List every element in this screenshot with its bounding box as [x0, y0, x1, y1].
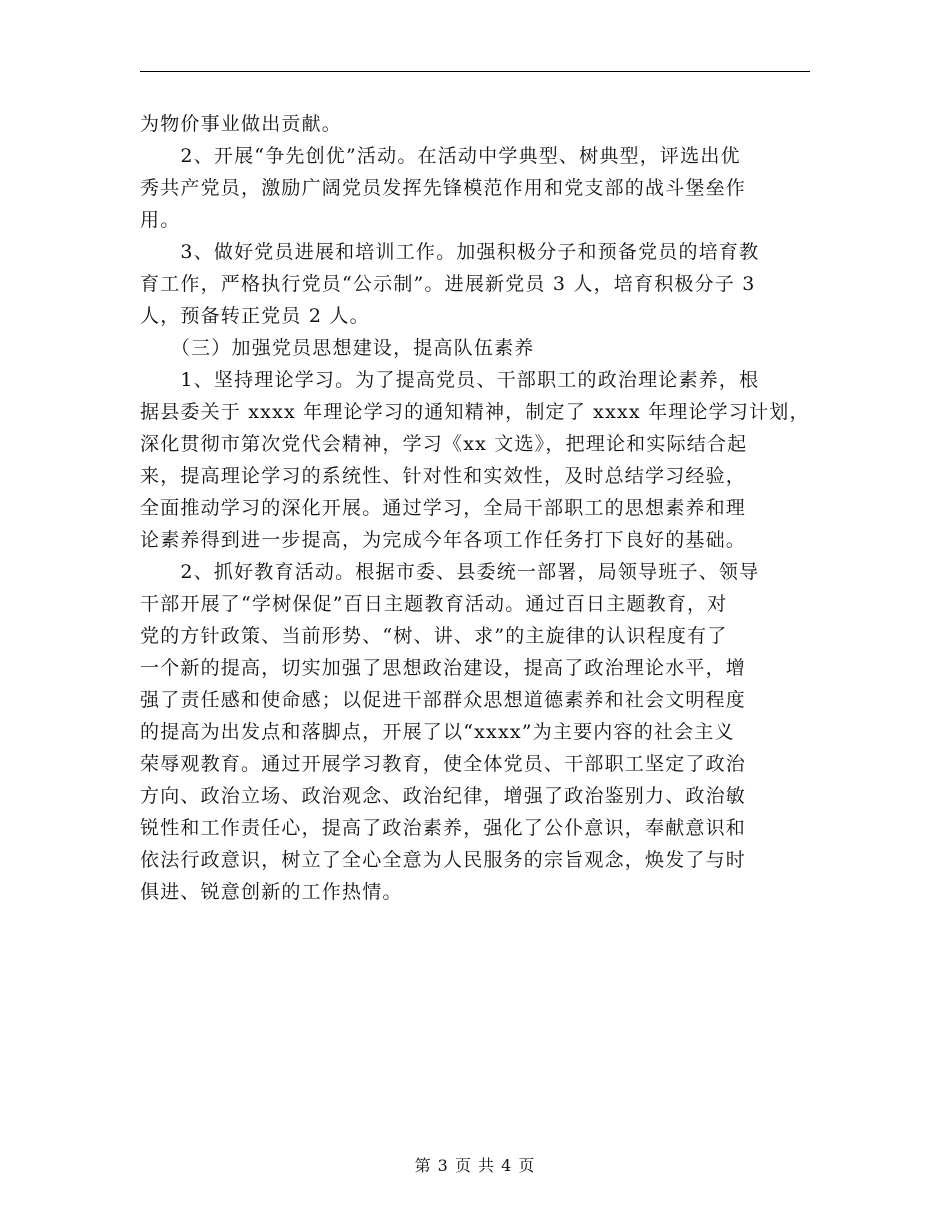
text-line: 全面推动学习的深化开展。通过学习，全局干部职工的思想素养和理 [140, 497, 747, 519]
text-line: 依法行政意识，树立了全心全意为人民服务的宗旨观念，焕发了与时 [140, 849, 747, 871]
text-line: 论素养得到进一步提高，为完成今年各项工作任务打下良好的基础。 [140, 529, 747, 551]
text-line: 来，提高理论学习的系统性、针对性和实效性，及时总结学习经验， [140, 465, 747, 487]
text-line: 荣辱观教育。通过开展学习教育，使全体党员、干部职工坚定了政治 [140, 753, 747, 775]
text-line: 方向、政治立场、政治观念、政治纪律，增强了政治鉴别力、政治敏 [140, 785, 747, 807]
text-line: 的提高为出发点和落脚点，开展了以“xxxx”为主要内容的社会主义 [140, 721, 735, 743]
text-line: 强了责任感和使命感；以促进干部群众思想道德素养和社会文明程度 [140, 689, 747, 711]
page-number-footer: 第 3 页 共 4 页 [414, 1156, 536, 1175]
text-line: 据县委关于 xxxx 年理论学习的通知精神，制定了 xxxx 年理论学习计划， [140, 401, 810, 423]
text-line: 用。 [140, 209, 181, 231]
text-line: 人，预备转正党员 2 人。 [140, 305, 370, 327]
text-line: 党的方针政策、当前形势、“树、讲、求”的主旋律的认识程度有了 [140, 625, 728, 647]
text-line: 秀共产党员，激励广阔党员发挥先锋模范作用和党支部的战斗堡垒作 [140, 177, 747, 199]
text-line: 2、抓好教育活动。根据市委、县委统一部署，局领导班子、领导 [140, 561, 760, 583]
text-line: 3、做好党员进展和培训工作。加强积极分子和预备党员的培育教 [140, 241, 760, 263]
text-line: 1、坚持理论学习。为了提高党员、干部职工的政治理论素养，根 [140, 369, 760, 391]
section-heading: （三）加强党员思想建设，提高队伍素养 [140, 337, 535, 359]
document-body [140, 108, 812, 908]
text-line: 俱进、锐意创新的工作热情。 [140, 881, 403, 903]
text-line: 一个新的提高，切实加强了思想政治建设，提高了政治理论水平，增 [140, 657, 747, 679]
text-line: 锐性和工作责任心，提高了政治素养，强化了公仆意识，奉献意识和 [140, 817, 747, 839]
text-line: 深化贯彻市第次党代会精神，学习《xx 文选》，把理论和实际结合起 [140, 433, 748, 455]
text-line: 干部开展了“学树保促”百日主题教育活动。通过百日主题教育，对 [140, 593, 728, 615]
text-line: 为物价事业做出贡献。 [140, 113, 343, 135]
header-rule [140, 71, 810, 72]
text-line: 2、开展“争先创优”活动。在活动中学典型、树典型，评选出优 [140, 145, 741, 167]
text-line: 育工作，严格执行党员“公示制”。进展新党员 3 人，培育积极分子 3 [140, 273, 756, 295]
